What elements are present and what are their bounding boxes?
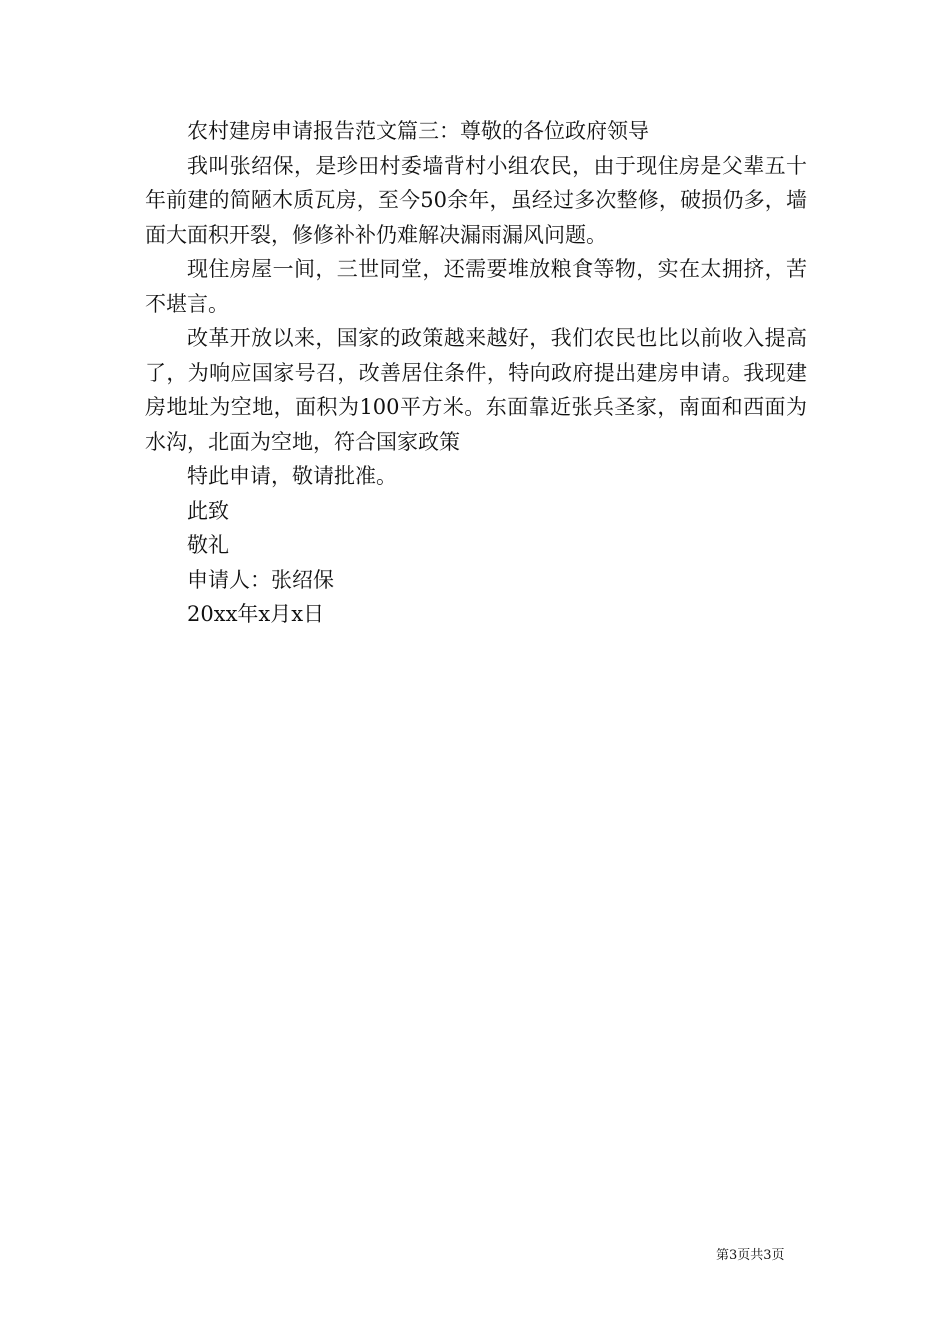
paragraph-living-conditions: 现住房屋一间，三世同堂，还需要堆放粮食等物，实在太拥挤，苦不堪言。: [145, 257, 807, 316]
paragraph-request: 特此申请，敬请批准。: [187, 464, 397, 488]
document-body: [145, 114, 807, 632]
paragraph-closing-1: 此致: [187, 498, 229, 523]
paragraph-date: 20xx年x月x日: [187, 602, 325, 626]
paragraph-title-line: 农村建房申请报告范文篇三：尊敬的各位政府领导: [187, 119, 649, 143]
paragraph-application-details: 改革开放以来，国家的政策越来越好，我们农民也比以前收入提高了，为响应国家号召，改善居住条件，特向政府提出建房申请。我现建房地址为空地，面积为100平方米。东面靠近张兵圣家，南面和西面为水沟，北面为空地，符合国家政策: [145, 326, 807, 454]
paragraph-applicant: 申请人：张绍保: [187, 567, 334, 592]
paragraph-closing-2: 敬礼: [187, 533, 229, 557]
paragraph-background: 我叫张绍保，是珍田村委墙背村小组农民，由于现住房是父辈五十年前建的简陋木质瓦房，至今50余年，虽经过多次整修，破损仍多，墙面大面积开裂，修修补补仍难解决漏雨漏风问题。: [145, 153, 807, 247]
page-number-footer: 第3页共3页: [716, 1248, 785, 1263]
